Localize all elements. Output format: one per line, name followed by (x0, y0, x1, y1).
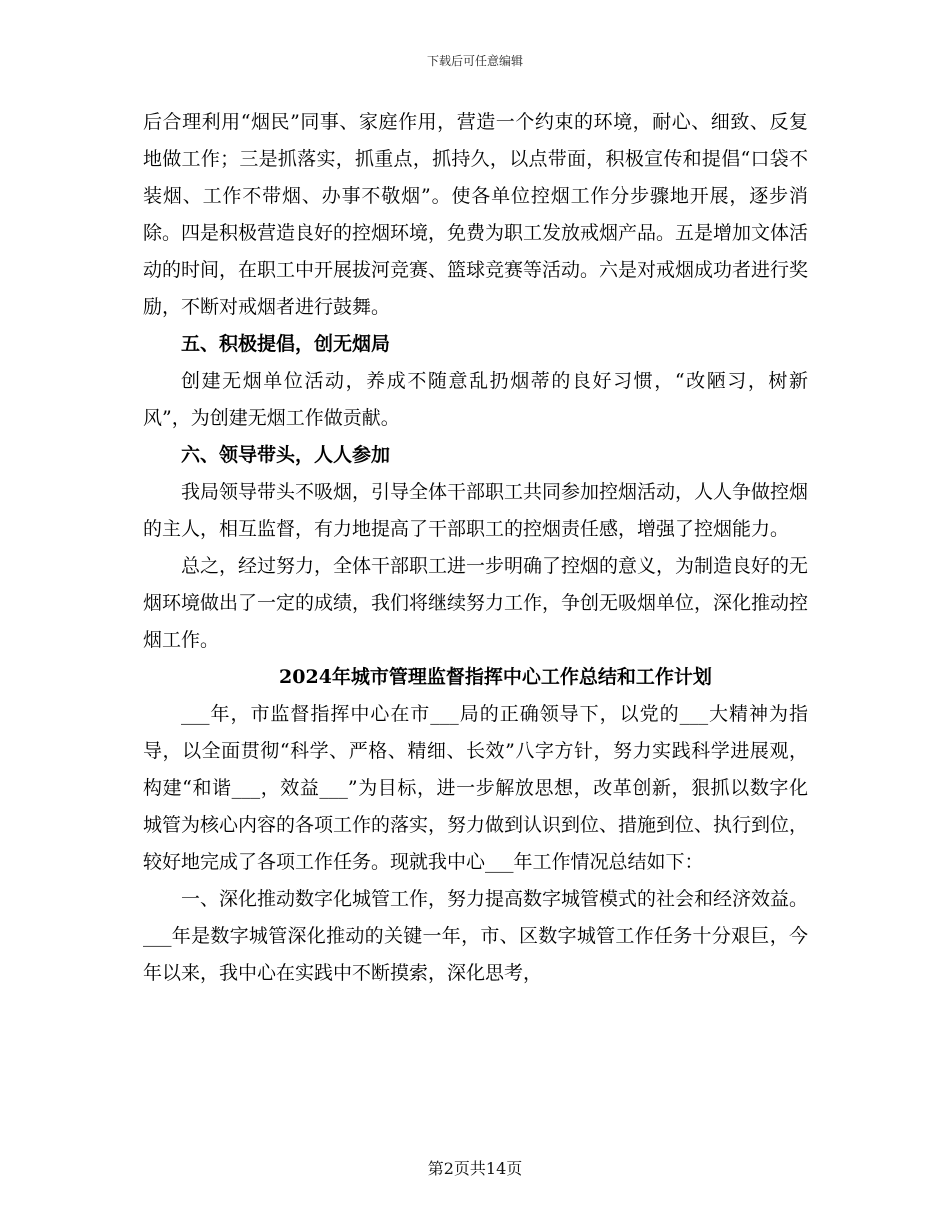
paragraph-continued: 后合理利用“烟民”同事、家庭作用，营造一个约束的环境，耐心、细致、反复地做工作；三是抓落实，抓重点，抓持久，以点带面，积极宣传和提倡“口袋不装烟、工作不带烟、办事不敬烟”。使各单位控烟工作分步骤地开展，逐步消除。四是积极营造良好的控烟环境，免费为职工发放戒烟产品。五是增加文体活动的时间，在职工中开展拔河竞赛、篮球竞赛等活动。六是对戒烟成功者进行奖励，不断对戒烟者进行鼓舞。 (143, 111, 809, 318)
paragraph-section-6: 我局领导带头不吸烟，引导全体干部职工共同参加控烟活动，人人争做控烟的主人，相互监督，有力地提高了干部职工的控烟责任感，增强了控烟能力。 (143, 481, 809, 540)
paragraph-intro: ___年，市监督指挥中心在市___局的正确领导下，以党的___大精神为指导，以全面贯彻“科学、严格、精细、长效”八字方针，努力实践科学进展观，构建“和谐___，效益___”为目标，进一步解放思想，改革创新，狠抓以数字化城管为核心内容的各项工作的落实，努力做到认识到位、措施到位、执行到位，较好地完成了各项工作任务。现就我中心___年工作情况总结如下： (143, 703, 809, 873)
document-body (143, 104, 808, 992)
paragraph-section-5: 创建无烟单位活动，养成不随意乱扔烟蒂的良好习惯，“改陋习，树新风”，为创建无烟工作做贡献。 (143, 370, 808, 429)
header-note: 下载后可任意编辑 (426, 54, 523, 68)
page-number: 第2页共14页 (427, 1159, 523, 1178)
section-heading-6: 六、领导带头，人人参加 (181, 444, 391, 466)
document-title: 2024年城市管理监督指挥中心工作总结和工作计划 (279, 666, 712, 688)
paragraph-conclusion: 总之，经过努力，全体干部职工进一步明确了控烟的意义，为制造良好的无烟环境做出了一定的成绩，我们将继续努力工作，争创无吸烟单位，深化推动控烟工作。 (143, 555, 809, 651)
section-heading-5: 五、积极提倡，创无烟局 (181, 333, 391, 355)
paragraph-item-1: 一、深化推动数字化城管工作，努力提高数字城管模式的社会和经济效益。___年是数字城管深化推动的关键一年，市、区数字城管工作任务十分艰巨，今年以来，我中心在实践中不断摸索，深化思考， (143, 888, 809, 984)
